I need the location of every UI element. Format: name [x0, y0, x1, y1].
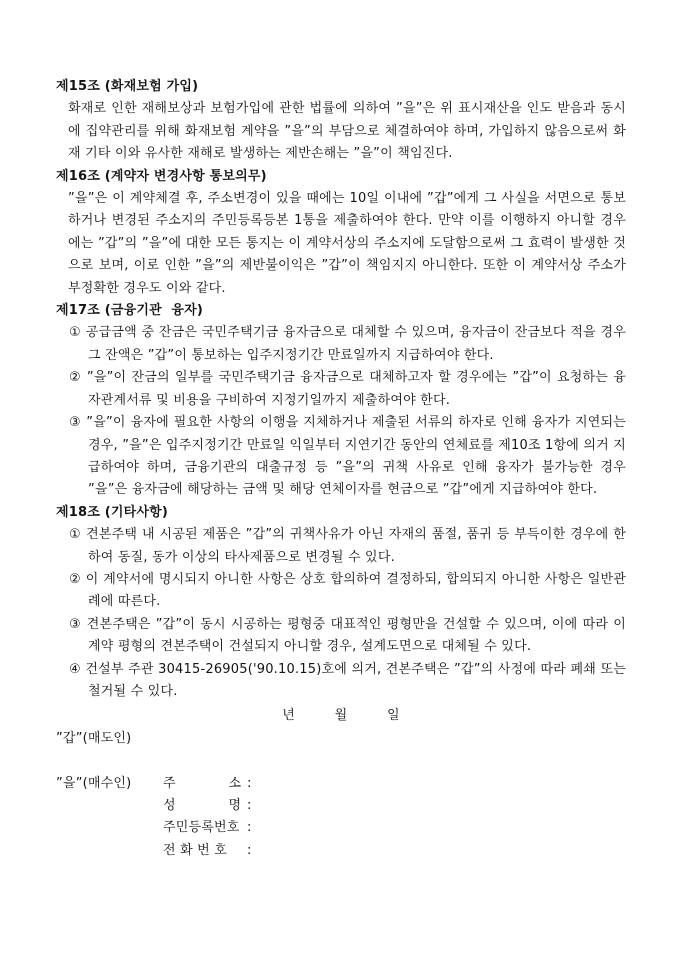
address-field-label: 주 소	[163, 775, 242, 791]
article-18-item-4: ④ 건설부 주관 30415-26905('90.10.15)호에 의거, 견본주택은 ”갑”의 사정에 따라 폐쇄 또는 철거될 수 있다.	[69, 661, 626, 699]
article-18	[56, 502, 626, 704]
name-field-colon: :	[247, 797, 252, 813]
article-17	[56, 300, 626, 502]
article-15-paragraph: 화재로 인한 재해보상과 보험가입에 관한 법률에 의하여 ”을”은 위 표시재산을 인도 받음과 동시에 집약관리를 위해 화재보험 계약을 ”을”의 부담으로 체결하여야 하며, 가입하지 않음으로써 화재 기타 이와 유사한 재해로 발생하는 제반손해는 ”을”이 책임진다.	[68, 101, 626, 162]
article-18-title: 제18조 (기타사항)	[56, 504, 169, 520]
article-17-item-3: ③ ”을”이 융자에 필요한 사항의 이행을 지체하거나 제출된 서류의 하자로 인해 융자가 지연되는 경우, ”을”은 입주지정기간 만료일 익일부터 지연기간 동안의 연체료를 제10조 1항에 의거 지급하여야 하며, 금융기관의 대출규정 등 ”을”의 귀책 사유로 인해 융자가 불가능한 경우 ”을”은 융자금에 해당하는 금액 및 해당 연체이자를 현금으로 ”갑”에게 지급하여야 한다.	[69, 415, 626, 498]
contract-body	[56, 76, 626, 862]
seller-label: ”갑”(매도인)	[56, 730, 132, 746]
address-field-colon: :	[247, 775, 252, 791]
article-15-title: 제15조 (화재보험 가입)	[56, 79, 199, 94]
article-16	[56, 166, 626, 300]
blank-line	[56, 750, 626, 772]
phone-field-colon: :	[247, 842, 252, 858]
buyer-row-address	[56, 773, 626, 795]
name-field-label: 성 명	[163, 797, 242, 813]
article-16-paragraph: ”을”은 이 계약체결 후, 주소변경이 있을 때에는 10일 이내에 ”갑”에게 그 사실을 서면으로 통보하거나 변경된 주소지의 주민등록등본 1통을 제출하여야 한다. 만약 이를 이행하지 아니할 경우에는 ”갑”의 ”을”에 대한 모든 통지는 이 계약서상의 주소지에 도달함으로써 그 효력이 발생한 것으로 보며, 이로 인한 ”을”의 제반불이익은 ”갑”이 책임지지 아니한다. 또한 이 계약서상 주소가 부정확한 경우도 이와 같다.	[68, 191, 626, 296]
article-17-item-2: ② ”을”이 잔금의 일부를 국민주택기금 융자금으로 대체하고자 할 경우에는 ”갑”이 요청하는 융자관계서류 및 비용을 구비하여 지정기일까지 제출하여야 한다.	[69, 370, 626, 408]
buyer-label: ”을”(매수인)	[56, 775, 132, 791]
article-18-item-2: ② 이 계약서에 명시되지 아니한 사항은 상호 합의하여 결정하되, 합의되지 아니한 사항은 일반관례에 따른다.	[69, 571, 626, 610]
article-18-item-3: ③ 견본주택은 ”갑”이 동시 시공하는 평형중 대표적인 평형만을 건설할 수 있으며, 이에 따라 이 계약 평형의 견본주택이 건설되지 아니할 경우, 설계도면으로 대체될 수 있다.	[69, 616, 626, 655]
buyer-row-resident-id	[56, 817, 626, 839]
date-line: 년 월 일	[282, 708, 400, 724]
resident-id-field-label: 주민등록번호	[163, 820, 240, 836]
phone-field-label: 전 화 번 호	[163, 842, 228, 858]
article-18-item-1: ① 견본주택 내 시공된 제품은 ”갑”의 귀책사유가 아닌 자재의 품절, 품귀 등 부득이한 경우에 한하여 동질, 동가 이상의 타사제품으로 변경될 수 있다.	[69, 527, 626, 565]
article-15	[56, 76, 626, 166]
buyer-row-phone	[56, 840, 626, 862]
article-16-title: 제16조 (계약자 변경사항 통보의무)	[56, 168, 267, 184]
article-17-title: 제17조 (금융기관 융자)	[56, 303, 204, 319]
article-17-item-1: ① 공급금액 중 잔금은 국민주택기금 융자금으로 대체할 수 있으며, 융자금이 잔금보다 적을 경우 그 잔액은 ”갑”이 통보하는 입주지정기간 만료일까지 지급하여야 한다.	[69, 325, 626, 363]
resident-id-field-colon: :	[247, 820, 252, 836]
buyer-row-name	[56, 795, 626, 817]
